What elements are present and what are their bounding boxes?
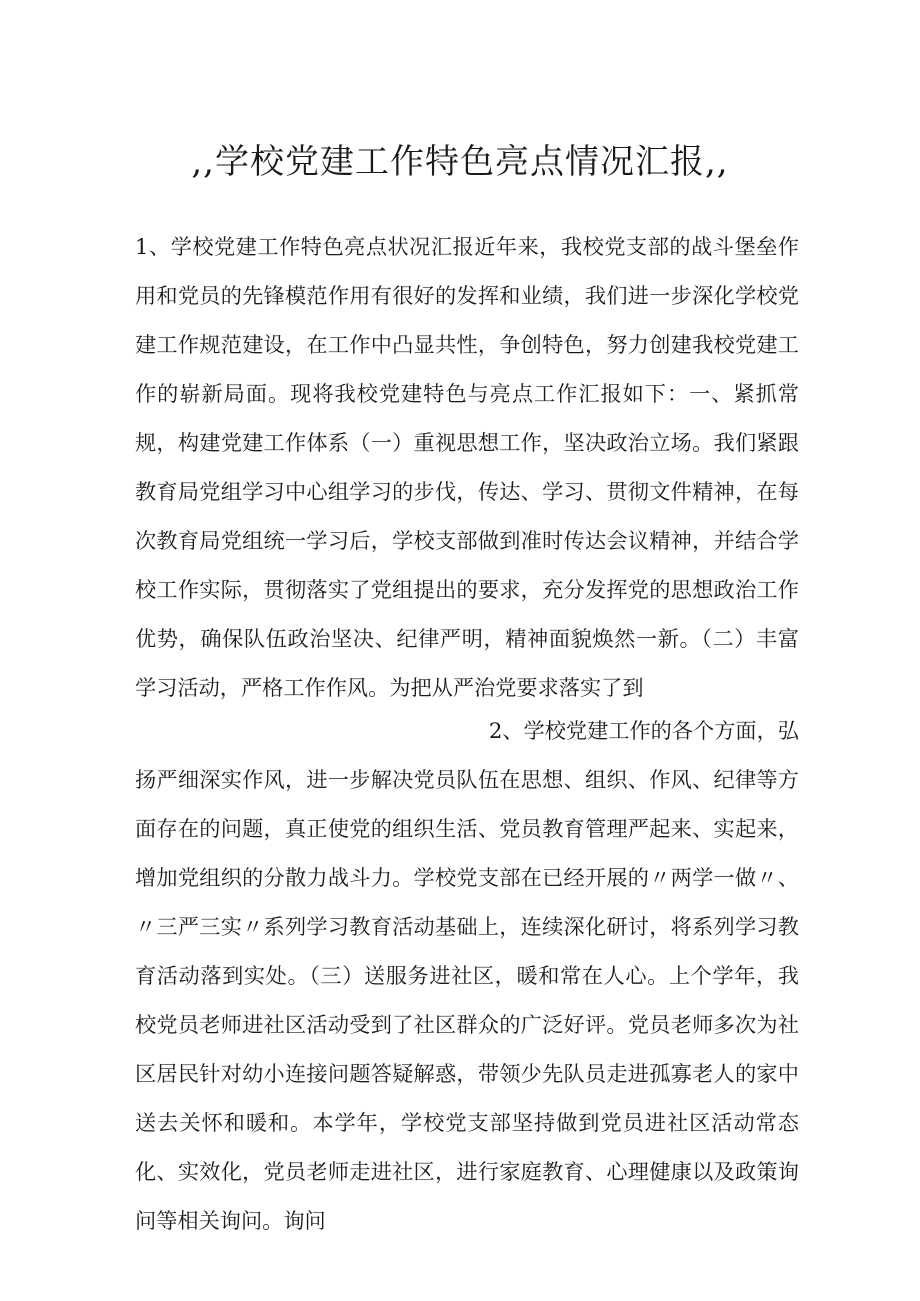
paragraph-2: 扬严细深实作风，进一步解决党员队伍在思想、组织、作风、纪律等方面存在的问题，真正使党的组织生活、党员教育管理严起来、实起来，增加党组织的分散力战斗力。学校党支部在已经开展的〃两学一做〃、〃三严三实〃系列学习教育活动基础上，连续深化研讨，将系列学习教育活动落到实处。（三）送服务进社区，暖和常在人心。上个学年，我校党员老师进社区活动受到了社区群众的广泛好评。党员老师多次为社区居民针对幼小连接问题答疑解惑，带领少先队员走进孤寡老人的家中送去关怀和暖和。本学年，学校党支部坚持做到党员进社区活动常态化、实效化，党员老师走进社区，进行家庭教育、心理健康以及政策询问等相关询问。询问 bbox=[135, 767, 799, 1233]
document-title: ,,学校党建工作特色亮点情况汇报,, bbox=[191, 142, 729, 182]
paragraph-1: 1、学校党建工作特色亮点状况汇报近年来，我校党支部的战斗堡垒作用和党员的先锋模范作用有很好的发挥和业绩，我们进一步深化学校党建工作规范建设，在工作中凸显共性，争创特色，努力创建我校党建工作的崭新局面。现将我校党建特色与亮点工作汇报如下：一、紧抓常规，构建党建工作体系（一）重视思想工作，坚决政治立场。我们紧跟教育局党组学习中心组学习的步伐，传达、学习、贯彻文件精神，在每次教育局党组统一学习后，学校支部做到准时传达会议精神，并结合学校工作实际，贯彻落实了党组提出的要求，充分发挥党的思想政治工作优势，确保队伍政治坚决、纪律严明，精神面貌焕然一新。（二）丰富学习活动，严格工作作风。为把从严治党要求落实了到 bbox=[135, 234, 799, 700]
paragraph-2-lead: 2、学校党建工作的各个方面，弘 bbox=[488, 718, 799, 743]
